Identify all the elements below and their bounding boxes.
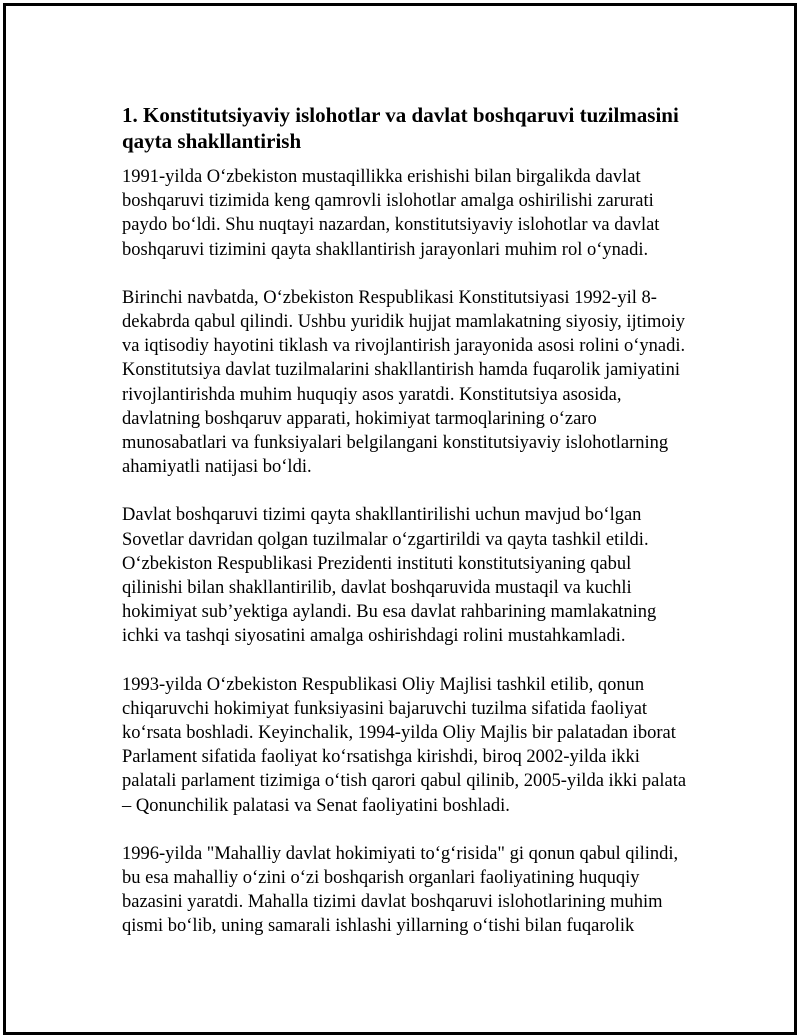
paragraph-2 (122, 286, 697, 480)
text-line: boshqaruvi tizimini qayta shakllantirish jarayonlari muhim rol o‘ynadi. (122, 239, 649, 260)
text-line: dekabrda qabul qilindi. Ushbu yuridik hujjat mamlakatning siyosiy, ijtimoiy (122, 312, 685, 333)
heading-line: 1. Konstitutsiyaviy islohotlar va davlat boshqaruvi tuzilmasini (122, 103, 679, 127)
text-line: davlatning boshqaruv apparati, hokimiyat tarmoqlarining o‘zaro (122, 408, 597, 429)
text-line: chiqaruvchi hokimiyat funksiyasini bajaruvchi tuzilma sifatida faoliyat (122, 698, 648, 719)
paragraph-3 (122, 503, 697, 648)
text-line: rivojlantirishda muhim huquqiy asos yaratdi. Konstitutsiya asosida, (122, 384, 622, 405)
text-line: munosabatlari va funksiyalari belgilangani konstitutsiyaviy islohotlarning (122, 433, 669, 454)
section-heading (122, 102, 697, 154)
page-frame (3, 3, 797, 1035)
text-line: – Qonunchilik palatasi va Senat faoliyatini boshladi. (122, 795, 510, 816)
text-line: O‘zbekiston Respublikasi Prezidenti instituti konstitutsiyaning qabul (122, 553, 632, 574)
text-line: boshqaruvi tizimida keng qamrovli islohotlar amalga oshirilishi zarurati (122, 191, 654, 212)
text-line: 1993-yilda O‘zbekiston Respublikasi Oliy Majlisi tashkil etilib, qonun (122, 674, 645, 695)
text-line: bu esa mahalliy o‘zini o‘zi boshqarish organlari faoliyatining huquqiy (122, 868, 640, 889)
text-line: 1996-yilda "Mahalliy davlat hokimiyati to‘g‘risida" gi qonun qabul qilindi, (122, 843, 679, 864)
text-line: Konstitutsiya davlat tuzilmalarini shakllantirish hamda fuqarolik jamiyatini (122, 360, 680, 381)
heading-line: qayta shakllantirish (122, 129, 302, 153)
text-line: Birinchi navbatda, O‘zbekiston Respublikasi Konstitutsiyasi 1992-yil 8- (122, 287, 657, 308)
paragraph-5 (122, 842, 697, 939)
text-line: qilinishi bilan shakllantirilib, davlat boshqaruvida mustaqil va kuchli (122, 578, 632, 599)
text-line: bazasini yaratdi. Mahalla tizimi davlat boshqaruvi islohotlarining muhim (122, 892, 663, 913)
text-line: qismi bo‘lib, uning samarali ishlashi yillarning o‘tishi bilan fuqarolik (122, 916, 635, 937)
text-line: hokimiyat sub’yektiga aylandi. Bu esa davlat rahbarining mamlakatning (122, 602, 657, 623)
text-line: paydo bo‘ldi. Shu nuqtayi nazardan, konstitutsiyaviy islohotlar va davlat (122, 215, 660, 236)
text-line: Davlat boshqaruvi tizimi qayta shakllantirilishi uchun mavjud bo‘lgan (122, 505, 642, 526)
text-line: ichki va tashqi siyosatini amalga oshirishdagi rolini mustahkamladi. (122, 626, 626, 647)
document-body (122, 102, 697, 963)
text-line: ko‘rsata boshladi. Keyinchalik, 1994-yilda Oliy Majlis bir palatadan iborat (122, 723, 676, 744)
text-line: ahamiyatli natijasi bo‘ldi. (122, 457, 312, 478)
paragraph-4 (122, 673, 697, 818)
paragraph-1 (122, 165, 697, 262)
text-line: va iqtisodiy hayotini tiklash va rivojlantirish jarayonida asosi rolini o‘ynadi. (122, 336, 686, 357)
text-line: Sovetlar davridan qolgan tuzilmalar o‘zgartirildi va qayta tashkil etildi. (122, 529, 649, 550)
text-line: 1991-yilda O‘zbekiston mustaqillikka erishishi bilan birgalikda davlat (122, 167, 641, 187)
text-line: palatali parlament tizimiga o‘tish qarori qabul qilinib, 2005-yilda ikki palata (122, 771, 687, 792)
text-line: Parlament sifatida faoliyat ko‘rsatishga kirishdi, biroq 2002-yilda ikki (122, 747, 640, 768)
